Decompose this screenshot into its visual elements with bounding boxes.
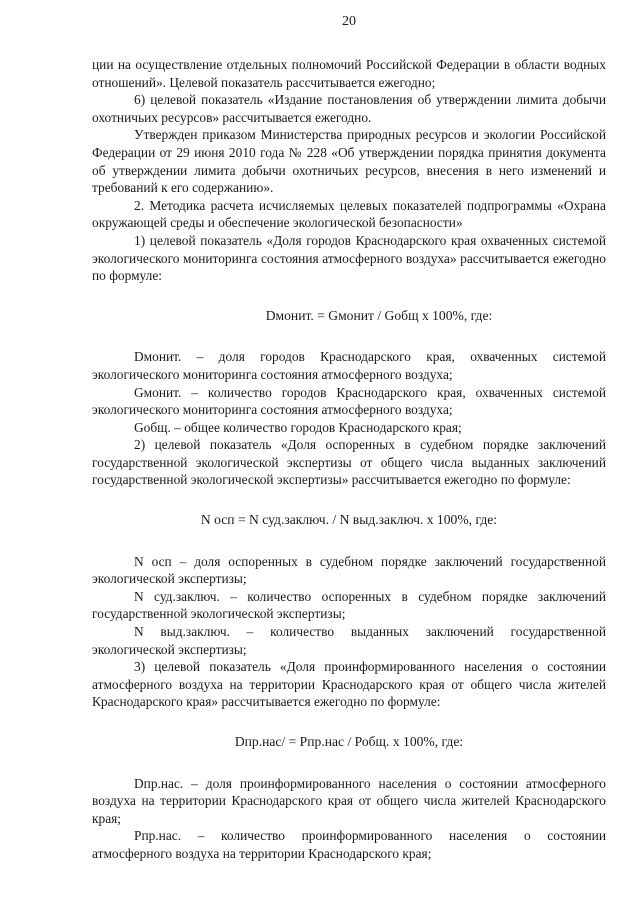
formula-monitoring: Dмонит. = Gмонит / Gобщ х 100%, где: [265, 307, 493, 323]
paragraph: N суд.заключ. – количество оспоренных в судебном порядке заключений государственной экологической экспертизы; [92, 588, 606, 622]
formula-disputed-conclusions: N осп = N суд.заключ. / N выд.заключ. х 100%, где: [200, 512, 498, 528]
paragraph: N выд.заключ. – количество выданных заключений государственной экологической экспертизы; [92, 624, 606, 657]
paragraph: N осп – доля оспоренных в судебном порядке заключений государственной экологической экспертизы; [92, 553, 606, 587]
paragraph: Gмонит. – количество городов Краснодарского края, охваченных системой экологического мониторинга состояния атмосферного воздуха; [92, 384, 606, 418]
paragraph: ции на осуществление отдельных полномочий Российской Федерации в области водных отношений». Целевой показатель рассчитывается ежегодно; [92, 57, 606, 90]
page-number: 20 [342, 14, 356, 29]
paragraph: 2) целевой показатель «Доля оспоренных в судебном порядке заключений государственной экологической экспертизы от общего числа выданных заключений государственной экологической экспертизы» рассчитывается ежегодно по формуле: [92, 437, 606, 488]
paragraph: 1) целевой показатель «Доля городов Краснодарского края охваченных системой экологического мониторинга состояния атмосферного воздуха» рассчитывается ежегодно по формуле: [92, 232, 606, 284]
formula-informed-population: Dпр.нас/ = Рпр.нас / Робщ. х 100%, где: [234, 734, 464, 749]
paragraphs-bottom [92, 775, 606, 863]
document-body [92, 56, 606, 863]
paragraph: 3) целевой показатель «Доля проинформированного населения о состоянии атмосферного воздуха на территории Краснодарского края от общего числа жителей Краснодарского края» рассчитывается ежегодно по формуле: [92, 659, 606, 710]
paragraphs-mid-1 [92, 348, 606, 489]
paragraph: Рпр.нас. – количество проинформированного населения о состоянии атмосферного воздуха на территории Краснодарского края; [92, 828, 606, 861]
paragraph: Dмонит. – доля городов Краснодарского края, охваченных системой экологического мониторинга состояния атмосферного воздуха; [92, 349, 606, 382]
paragraph: Dпр.нас. – доля проинформированного населения о состоянии атмосферного воздуха на территории Краснодарского края от общего числа жителей Краснодарского края; [92, 775, 606, 826]
paragraph: 6) целевой показатель «Издание постановления об утверждении лимита добычи охотничьих ресурсов» рассчитывается ежегодно. [92, 92, 606, 125]
paragraph: Утвержден приказом Министерства природных ресурсов и экологии Российской Федерации от 29 июня 2010 года № 228 «Об утверждении порядка принятия документа об утверждении лимита добычи охотничьих ресурсов, внесения в него изменений и требований к его содержанию». [92, 127, 606, 196]
paragraph: 2. Методика расчета исчисляемых целевых показателей подпрограммы «Охрана окружающей среды и обеспечение экологической безопасности» [92, 197, 606, 231]
paragraphs-mid-2 [92, 553, 606, 711]
paragraph: Gобщ. – общее количество городов Краснодарского края; [134, 419, 462, 435]
paragraphs-top [92, 56, 606, 285]
